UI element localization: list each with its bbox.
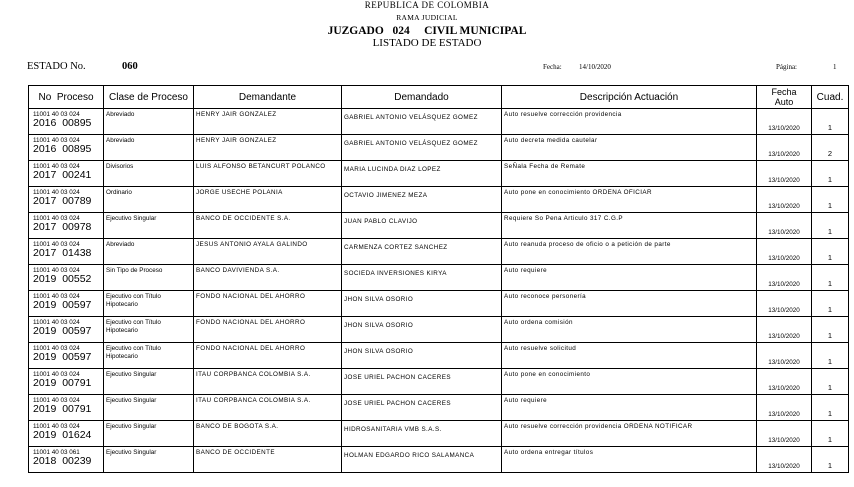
proceso-code: 11001 40 03 024 <box>33 111 80 118</box>
pagina-value: 1 <box>833 63 837 71</box>
cuad-cell: 2 <box>812 135 849 161</box>
clase-cell: Divisorios <box>104 161 194 187</box>
fecha-cell: 13/10/2020 <box>757 447 812 473</box>
descripcion-cell: Auto reanuda proceso de oficio o a petición de parte <box>502 239 757 265</box>
proceso-cell <box>29 369 104 395</box>
proceso-code: 11001 40 03 024 <box>33 319 80 326</box>
proceso-code: 11001 40 03 024 <box>33 397 80 404</box>
descripcion-cell: Auto resuelve corrección providencia <box>502 109 757 135</box>
demandado-cell: SOCIEDA INVERSIONES KIRYA <box>342 265 502 291</box>
proceso-number: 2017 00789 <box>33 195 92 207</box>
descripcion-cell: Auto pone en conocimiento ORDENA OFICIAR <box>502 187 757 213</box>
cuad-cell: 1 <box>812 291 849 317</box>
table-row <box>29 395 849 421</box>
col-fecha-auto: Fecha Auto <box>757 86 812 109</box>
proceso-cell <box>29 187 104 213</box>
proceso-number: 2016 00895 <box>33 117 92 129</box>
cuad-cell: 1 <box>812 109 849 135</box>
demandante-cell: JORGE USECHE POLANIA <box>194 187 342 213</box>
cuad-cell: 1 <box>812 369 849 395</box>
demandado-cell: MARIA LUCINDA DIAZ LOPEZ <box>342 161 502 187</box>
estado-number: 060 <box>122 61 138 72</box>
proceso-code: 11001 40 03 024 <box>33 215 80 222</box>
court-number: 024 <box>392 25 410 37</box>
demandado-cell: JUAN PABLO CLAVIJO <box>342 213 502 239</box>
clase-cell: Ejecutivo Singular <box>104 213 194 239</box>
proceso-number: 2017 00978 <box>33 221 92 233</box>
proceso-code: 11001 40 03 061 <box>33 449 80 456</box>
cuad-cell: 1 <box>812 421 849 447</box>
demandado-cell: JHON SILVA OSORIO <box>342 343 502 369</box>
demandado-cell: HOLMAN EDGARDO RICO SALAMANCA <box>342 447 502 473</box>
proceso-cell <box>29 447 104 473</box>
fecha-cell: 13/10/2020 <box>757 109 812 135</box>
fecha-value: 14/10/2020 <box>579 63 611 71</box>
fecha-cell: 13/10/2020 <box>757 239 812 265</box>
cuad-cell: 1 <box>812 343 849 369</box>
pagina-label: Página: <box>776 63 797 71</box>
table-row <box>29 291 849 317</box>
fecha-cell: 13/10/2020 <box>757 135 812 161</box>
clase-cell: Ejecutivo con Título Hipotecario <box>104 317 194 343</box>
proceso-cell <box>29 135 104 161</box>
table-row <box>29 343 849 369</box>
proceso-cell <box>29 213 104 239</box>
cuad-cell: 1 <box>812 447 849 473</box>
descripcion-cell: Auto requiere <box>502 265 757 291</box>
proceso-cell <box>29 109 104 135</box>
fecha-cell: 13/10/2020 <box>757 291 812 317</box>
proceso-number: 2019 00597 <box>33 325 92 337</box>
clase-cell: Ejecutivo con Título Hipotecario <box>104 343 194 369</box>
table-row <box>29 447 849 473</box>
demandante-cell: FONDO NACIONAL DEL AHORRO <box>194 343 342 369</box>
proceso-code: 11001 40 03 024 <box>33 293 80 300</box>
cuad-cell: 1 <box>812 265 849 291</box>
court-label: JUZGADO <box>327 25 384 37</box>
proceso-code: 11001 40 03 024 <box>33 267 80 274</box>
fecha-label: Fecha: <box>543 63 562 71</box>
clase-cell: Ejecutivo con Título Hipotecario <box>104 291 194 317</box>
descripcion-cell: SeÑala Fecha de Remate <box>502 161 757 187</box>
proceso-number: 2018 00239 <box>33 455 92 467</box>
demandante-cell: HENRY JAIR GONZALEZ <box>194 109 342 135</box>
cuad-cell: 1 <box>812 239 849 265</box>
table-row <box>29 109 849 135</box>
court-heading <box>0 25 854 37</box>
table-row <box>29 161 849 187</box>
demandado-cell: HIDROSANITARIA VMB S.A.S. <box>342 421 502 447</box>
proceso-code: 11001 40 03 024 <box>33 241 80 248</box>
demandado-cell: CARMENZA CORTEZ SANCHEZ <box>342 239 502 265</box>
demandado-cell: JOSE URIEL PACHON CACERES <box>342 369 502 395</box>
proceso-number: 2019 01624 <box>33 429 92 441</box>
demandado-cell: JOSE URIEL PACHON CACERES <box>342 395 502 421</box>
proceso-code: 11001 40 03 024 <box>33 371 80 378</box>
proceso-cell <box>29 239 104 265</box>
fecha-cell: 13/10/2020 <box>757 317 812 343</box>
descripcion-cell: Auto ordena entregar títulos <box>502 447 757 473</box>
table-row <box>29 265 849 291</box>
table-row <box>29 187 849 213</box>
cuad-cell: 1 <box>812 395 849 421</box>
demandante-cell: BANCO DAVIVIENDA S.A. <box>194 265 342 291</box>
proceso-number: 2019 00597 <box>33 351 92 363</box>
descripcion-cell: Auto resuelve corrección providencia ORDENA NOTIFICAR <box>502 421 757 447</box>
fecha-cell: 13/10/2020 <box>757 343 812 369</box>
demandado-cell: OCTAVIO JIMENEZ MEZA <box>342 187 502 213</box>
table-row <box>29 421 849 447</box>
proceso-cell <box>29 395 104 421</box>
cuad-cell: 1 <box>812 317 849 343</box>
table-row <box>29 317 849 343</box>
proceso-code: 11001 40 03 024 <box>33 423 80 430</box>
demandante-cell: JESUS ANTONIO AYALA GALINDO <box>194 239 342 265</box>
fecha-cell: 13/10/2020 <box>757 187 812 213</box>
clase-cell: Abreviado <box>104 239 194 265</box>
descripcion-cell: Auto ordena comisión <box>502 317 757 343</box>
proceso-number: 2016 00895 <box>33 143 92 155</box>
fecha-cell: 13/10/2020 <box>757 421 812 447</box>
country-heading: REPUBLICA DE COLOMBIA <box>364 0 490 10</box>
proceso-cell <box>29 291 104 317</box>
col-clase: Clase de Proceso <box>104 86 194 109</box>
fecha-cell: 13/10/2020 <box>757 369 812 395</box>
col-descripcion: Descripción Actuación <box>502 86 757 109</box>
demandante-cell: LUIS ALFONSO BETANCURT POLANCO <box>194 161 342 187</box>
proceso-number: 2017 01438 <box>33 247 92 259</box>
fecha-cell: 13/10/2020 <box>757 265 812 291</box>
cuad-cell: 1 <box>812 161 849 187</box>
estado-label: ESTADO No. <box>27 61 86 72</box>
demandante-cell: FONDO NACIONAL DEL AHORRO <box>194 291 342 317</box>
listing-title: LISTADO DE ESTADO <box>372 37 482 49</box>
proceso-cell <box>29 317 104 343</box>
proceso-code: 11001 40 03 024 <box>33 137 80 144</box>
table-row <box>29 239 849 265</box>
col-no-proceso: No Proceso <box>29 86 104 109</box>
table-row <box>29 369 849 395</box>
table-body <box>29 109 849 473</box>
clase-cell: Ejecutivo Singular <box>104 369 194 395</box>
cuad-cell: 1 <box>812 187 849 213</box>
fecha-cell: 13/10/2020 <box>757 395 812 421</box>
fecha-cell: 13/10/2020 <box>757 161 812 187</box>
descripcion-cell: Auto resuelve solicitud <box>502 343 757 369</box>
proceso-cell <box>29 161 104 187</box>
clase-cell: Abreviado <box>104 109 194 135</box>
clase-cell: Ejecutivo Singular <box>104 447 194 473</box>
proceso-code: 11001 40 03 024 <box>33 163 80 170</box>
proceso-number: 2019 00791 <box>33 377 92 389</box>
demandante-cell: BANCO DE BOGOTA S.A. <box>194 421 342 447</box>
col-demandado: Demandado <box>342 86 502 109</box>
proceso-cell <box>29 343 104 369</box>
proceso-number: 2017 00241 <box>33 169 92 181</box>
demandado-cell: GABRIEL ANTONIO VELÁSQUEZ GOMEZ <box>342 135 502 161</box>
table-row <box>29 213 849 239</box>
demandado-cell: GABRIEL ANTONIO VELÁSQUEZ GOMEZ <box>342 109 502 135</box>
table-row <box>29 135 849 161</box>
descripcion-cell: Requiere So Pena Articulo 317 C.G.P <box>502 213 757 239</box>
court-type: CIVIL MUNICIPAL <box>424 25 527 37</box>
proceso-code: 11001 40 03 024 <box>33 345 80 352</box>
clase-cell: Sin Tipo de Proceso <box>104 265 194 291</box>
demandante-cell: ITAU CORPBANCA COLOMBIA S.A. <box>194 369 342 395</box>
demandante-cell: HENRY JAIR GONZALEZ <box>194 135 342 161</box>
demandante-cell: BANCO DE OCCIDENTE <box>194 447 342 473</box>
fecha-cell: 13/10/2020 <box>757 213 812 239</box>
clase-cell: Ejecutivo Singular <box>104 421 194 447</box>
col-demandante: Demandante <box>194 86 342 109</box>
descripcion-cell: Auto pone en conocimiento <box>502 369 757 395</box>
demandante-cell: FONDO NACIONAL DEL AHORRO <box>194 317 342 343</box>
estado-table <box>28 85 849 473</box>
proceso-number: 2019 00791 <box>33 403 92 415</box>
table-header-row <box>29 86 849 109</box>
clase-cell: Abreviado <box>104 135 194 161</box>
clase-cell: Ordinario <box>104 187 194 213</box>
descripcion-cell: Auto reconoce personería <box>502 291 757 317</box>
proceso-cell <box>29 421 104 447</box>
cuad-cell: 1 <box>812 213 849 239</box>
proceso-number: 2019 00597 <box>33 299 92 311</box>
clase-cell: Ejecutivo Singular <box>104 395 194 421</box>
branch-heading: RAMA JUDICIAL <box>396 13 458 22</box>
proceso-code: 11001 40 03 024 <box>33 189 80 196</box>
descripcion-cell: Auto requiere <box>502 395 757 421</box>
descripcion-cell: Auto decreta medida cautelar <box>502 135 757 161</box>
demandado-cell: JHON SILVA OSORIO <box>342 291 502 317</box>
demandante-cell: ITAU CORPBANCA COLOMBIA S.A. <box>194 395 342 421</box>
proceso-cell <box>29 265 104 291</box>
col-cuad: Cuad. <box>812 86 849 109</box>
demandante-cell: BANCO DE OCCIDENTE S.A. <box>194 213 342 239</box>
demandado-cell: JHON SILVA OSORIO <box>342 317 502 343</box>
proceso-number: 2019 00552 <box>33 273 92 285</box>
